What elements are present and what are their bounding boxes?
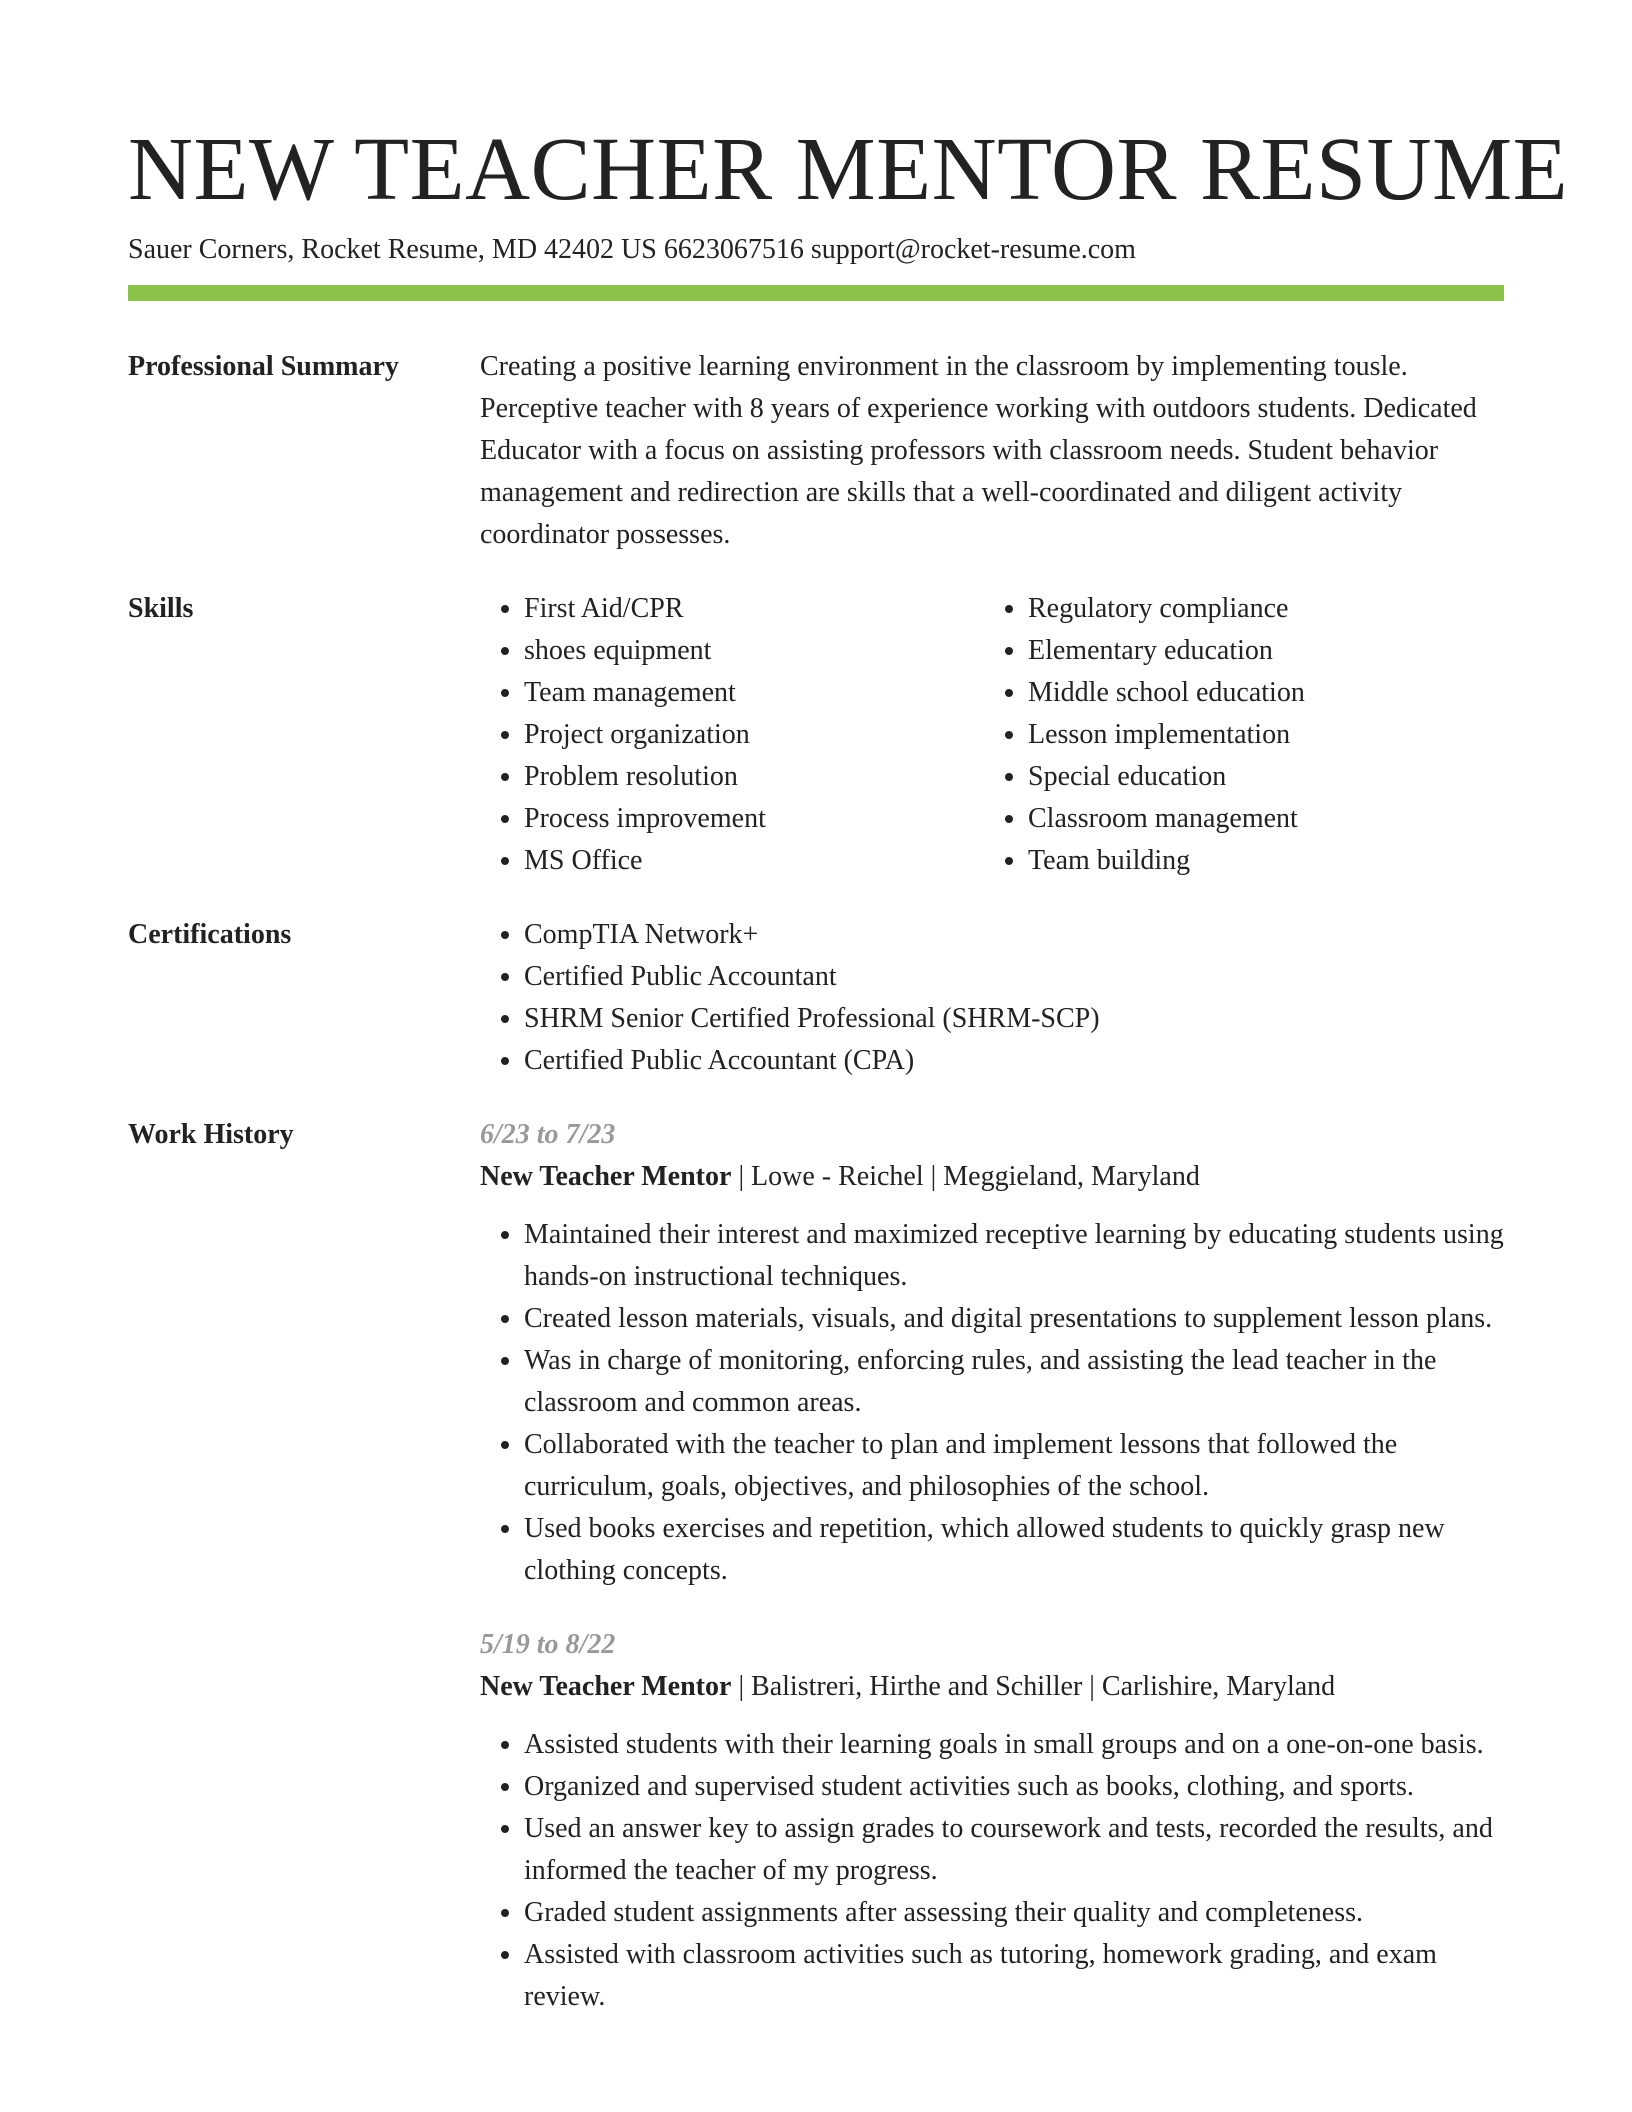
certifications-list bbox=[480, 914, 1504, 1082]
job-duty: • Was in charge of monitoring, enforcing rules, and assisting the lead teacher in the classroom and common areas. bbox=[524, 1340, 1504, 1424]
resume-page bbox=[128, 118, 1569, 2018]
skills-column-right bbox=[984, 588, 1488, 882]
skill-item: • Project organization bbox=[524, 714, 984, 756]
contact-line: Sauer Corners, Rocket Resume, MD 42402 US 6623067516 support@rocket-resume.com bbox=[128, 234, 1136, 265]
job-entry bbox=[480, 1624, 1504, 2018]
skill-item: • Team management bbox=[524, 672, 984, 714]
job-duties-list bbox=[480, 1214, 1504, 1592]
skill-item: • Middle school education bbox=[1028, 672, 1488, 714]
job-company-location: | Lowe - Reichel | Meggieland, Maryland bbox=[731, 1161, 1200, 1192]
job-header bbox=[480, 1666, 1504, 1708]
certifications-heading: Certifications bbox=[128, 919, 292, 950]
certification-item: • Certified Public Accountant bbox=[524, 956, 1504, 998]
summary-section bbox=[128, 346, 1504, 556]
skills-list-left bbox=[480, 588, 984, 882]
summary-text: Creating a positive learning environment in the classroom by implementing tousle. Perceptive teacher with 8 years of experience working with outdoors students. Dedicated Educator with a focus on assisting professors with classroom needs. Student behavior management and redirection are skills that a well-coordinated and diligent activity coordinator possesses. bbox=[480, 351, 1477, 550]
job-duty: • Collaborated with the teacher to plan and implement lessons that followed the curriculum, goals, objectives, and philosophies of the school. bbox=[524, 1424, 1504, 1508]
skill-item: • Lesson implementation bbox=[1028, 714, 1488, 756]
skills-column-left bbox=[480, 588, 984, 882]
job-duty: • Maintained their interest and maximized receptive learning by educating students using hands-on instructional techniques. bbox=[524, 1214, 1504, 1298]
skill-item: • MS Office bbox=[524, 840, 984, 882]
skill-item: • First Aid/CPR bbox=[524, 588, 984, 630]
certifications-section bbox=[128, 914, 1504, 1082]
job-company-location: | Balistreri, Hirthe and Schiller | Carlishire, Maryland bbox=[731, 1671, 1336, 1702]
resume-title: NEW TEACHER MENTOR RESUME bbox=[128, 120, 1569, 219]
skills-heading: Skills bbox=[128, 593, 194, 624]
certifications-body bbox=[480, 914, 1504, 1082]
skill-item: • Team building bbox=[1028, 840, 1488, 882]
job-duty: • Created lesson materials, visuals, and digital presentations to supplement lesson plans. bbox=[524, 1298, 1504, 1340]
job-duty: • Assisted students with their learning goals in small groups and on a one-on-one basis. bbox=[524, 1724, 1504, 1766]
work-history-heading: Work History bbox=[128, 1119, 294, 1150]
skills-section bbox=[128, 588, 1504, 882]
header-divider bbox=[128, 285, 1504, 301]
skill-item: • Problem resolution bbox=[524, 756, 984, 798]
skills-list-right bbox=[984, 588, 1488, 882]
skill-item: • shoes equipment bbox=[524, 630, 984, 672]
skill-item: • Special education bbox=[1028, 756, 1488, 798]
certification-item: • Certified Public Accountant (CPA) bbox=[524, 1040, 1504, 1082]
job-title: New Teacher Mentor bbox=[480, 1161, 732, 1192]
work-history-body bbox=[480, 1114, 1504, 2018]
job-duty: • Graded student assignments after assessing their quality and completeness. bbox=[524, 1892, 1504, 1934]
job-dates: 5/19 to 8/22 bbox=[480, 1629, 616, 1660]
summary-body bbox=[480, 346, 1504, 556]
skill-item: • Elementary education bbox=[1028, 630, 1488, 672]
job-duties-list bbox=[480, 1724, 1504, 2018]
job-duty: • Used books exercises and repetition, which allowed students to quickly grasp new clothing concepts. bbox=[524, 1508, 1504, 1592]
job-duty: • Organized and supervised student activities such as books, clothing, and sports. bbox=[524, 1766, 1504, 1808]
job-duty: • Assisted with classroom activities such as tutoring, homework grading, and exam review. bbox=[524, 1934, 1504, 2018]
summary-heading: Professional Summary bbox=[128, 351, 399, 382]
skill-item: • Regulatory compliance bbox=[1028, 588, 1488, 630]
job-title: New Teacher Mentor bbox=[480, 1671, 732, 1702]
skill-item: • Process improvement bbox=[524, 798, 984, 840]
skills-body bbox=[480, 588, 1504, 882]
work-history-section bbox=[128, 1114, 1504, 2018]
job-dates: 6/23 to 7/23 bbox=[480, 1119, 616, 1150]
certification-item: • CompTIA Network+ bbox=[524, 914, 1504, 956]
certification-item: • SHRM Senior Certified Professional (SHRM-SCP) bbox=[524, 998, 1504, 1040]
job-duty: • Used an answer key to assign grades to coursework and tests, recorded the results, and informed the teacher of my progress. bbox=[524, 1808, 1504, 1892]
skill-item: • Classroom management bbox=[1028, 798, 1488, 840]
job-entry bbox=[480, 1114, 1504, 1592]
job-header bbox=[480, 1156, 1504, 1198]
